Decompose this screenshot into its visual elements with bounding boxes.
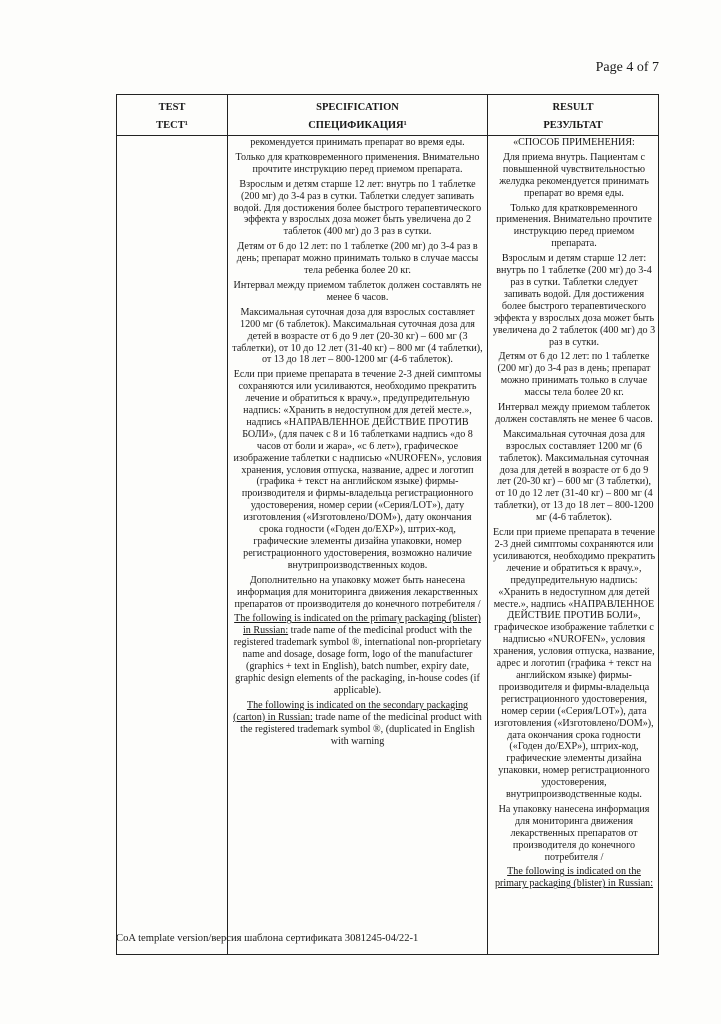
result-paragraph: Интервал между приемом таблеток должен составлять не менее 6 часов. [495,402,653,425]
result-paragraph: На упаковку нанесена информация для мониторинга движения лекарственных препаратов от производителя до конечного потребителя / [498,803,650,863]
header-specification [228,95,488,136]
result-paragraph: Для приема внутрь. Пациентам с повышенной чувствительностью желудка рекомендуется принимать препарат во время еды. [499,151,649,199]
table-header-row [117,95,659,136]
specification-cell [228,136,488,955]
spec-en-text: trade name of the medicinal product with the registered trademark symbol ®, international non-proprietary name and dosage, dosage form, logo of the manufacturer (graphics + text in English), batch number, expiry date, graphic design elements of the packaging, in-house codes (if applicable). [233,625,482,696]
header-test-ru: ТЕСТ¹ [156,120,188,131]
header-result-en: RESULT [552,102,594,113]
result-cell [488,136,659,955]
header-spec-ru: СПЕЦИФИКАЦИЯ¹ [308,120,407,131]
spec-paragraph: Взрослым и детям старше 12 лет: внутрь по 1 таблетке (200 мг) до 3-4 раз в сутки. Таблетки следует запивать водой. Для достижения более быстрого терапевтического эффекта у взрослых доза может быть увеличена до 2 таблеток (400 мг) до 3 раз в сутки. [233,178,482,238]
table-row [117,136,659,955]
spec-paragraph: Только для кратковременного применения. Внимательно прочтите инструкцию перед приемом препарата. [235,151,480,175]
spec-paragraph: Интервал между приемом таблеток должен составлять не менее 6 часов. [233,279,482,303]
spec-en-text: trade name of the medicinal product with the registered trademark symbol ®, (duplicated in English with warning [240,711,482,747]
header-result-ru: РЕЗУЛЬТАТ [543,120,603,131]
result-paragraph: Если при приеме препарата в течение 2-3 дней симптомы сохраняются или усиливаются, необходимо прекратить лечение и обратиться к врачу.», предупредительную надпись: «Хранить в недоступном для детей месте.», надпись «НАПРАВЛЕННОЕ ДЕЙСТВИЕ ПРОТИВ БОЛИ», графическое изображение таблетки с надписью «NUROFEN», условия хранения, условия отпуска, название, адрес и логотип (графика + текст на английском языке) фирмы-производителя и фирмы-владельца регистрационного удостоверения, номер серии («Серия/LOT»), дата изготовления («Изготовлено/DOM»), дата окончания срока годности («Годен до/EXP»), штрих-код, графические элементы дизайна упаковки, номер регистрационного удостоверения, внутрипроизводственные коды. [492,527,656,801]
header-test [117,95,228,136]
spec-paragraph-en [231,613,484,696]
result-en-heading: The following is indicated on the primary packaging (blister) in Russian: [494,866,654,890]
spec-paragraph-en [231,700,484,748]
result-paragraph: Только для кратковременного применения. Внимательно прочтите инструкцию перед приемом препарата. [496,202,652,250]
result-paragraph: «СПОСОБ ПРИМЕНЕНИЯ: [513,137,635,148]
spec-paragraph: Детям от 6 до 12 лет: по 1 таблетке (200 мг) до 3-4 раз в день; препарат можно принимать только в случае массы тела ребенка более 20 кг. [236,241,479,277]
result-paragraph: Взрослым и детям старше 12 лет: внутрь по 1 таблетке (200 мг) до 3-4 раз в сутки. Таблетки следует запивать водой. Для достижения более быстрого терапевтического эффекта у взрослых доза может быть увеличена до 2 таблеток (400 мг) до 3 раз в сутки. [492,253,656,348]
spec-paragraph: Дополнительно на упаковку может быть нанесена информация для мониторинга движения лекарственных препаратов от производителя до конечного потребителя / [234,574,481,610]
header-test-en: TEST [158,102,186,113]
test-cell [117,136,228,955]
spec-en-heading: The following is indicated on the primary packaging (blister) in Russian: [234,613,481,637]
header-result [488,95,659,136]
page-number: Page 4 of 7 [595,60,659,75]
header-spec-en: SPECIFICATION [316,102,399,113]
spec-paragraph: рекомендуется принимать препарат во время еды. [250,137,465,148]
result-paragraph: Максимальная суточная доза для взрослых составляет 1200 мг (6 таблеток). Максимальная суточная доза для детей в возрасте от 6 до 9 лет (20-30 кг) – 600 мг (3 таблетки), от 10 до 12 лет (31-40 кг) – 800 мг (4 таблетки), от 13 до 18 лет – 800-1200 мг (4-6 таблеток). [494,428,654,524]
spec-en-heading: The following is indicated on the secondary packaging (carton) in Russian: [233,699,469,723]
spec-paragraph: Максимальная суточная доза для взрослых составляет 1200 мг (6 таблеток). Максимальная суточная доза для детей в возрасте от 6 до 9 лет (20-30 кг) – 600 мг (3 таблетки), от 10 до 12 лет (31-40 кг) – 800 мг (4 таблетки), от 13 до 18 лет – 800-1200 мг (4-6 таблеток). [232,306,483,366]
certificate-table [116,94,659,955]
spec-paragraph: Если при приеме препарата в течение 2-3 дней симптомы сохраняются или усиливаются, необходимо прекратить лечение и обратиться к врачу.», предупредительную надпись: «Хранить в недоступном для детей месте.», надпись «НАПРАВЛЕННОЕ ДЕЙСТВИЕ ПРОТИВ БОЛИ», (для пачек с 8 и 16 таблетками надпись «до 8 часов от боли и жара», «с 6 лет»), графическое изображение таблетки с надписью «NUROFEN», условия хранения, условия отпуска, название, адрес и логотип (графика + текст на английском языке) фирмы-производителя и фирмы-владельца регистрационного удостоверения, номер серии («Серия/LOT»), дату изготовления («Изготовлено/DOM»), дату окончания срока годности («Годен до/EXP»), штрих-код, графические элементы дизайна упаковки, номер регистрационного удостоверения, возможно наличие внутрипроизводственных кодов. [233,369,482,571]
footer-template-version: CoA template version/версия шаблона сертификата 3081245-04/22-1 [116,933,419,944]
result-paragraph: Детям от 6 до 12 лет: по 1 таблетке (200 мг) до 3-4 раз в день; препарат можно принимать только в случае массы тела более 20 кг. [497,351,651,399]
